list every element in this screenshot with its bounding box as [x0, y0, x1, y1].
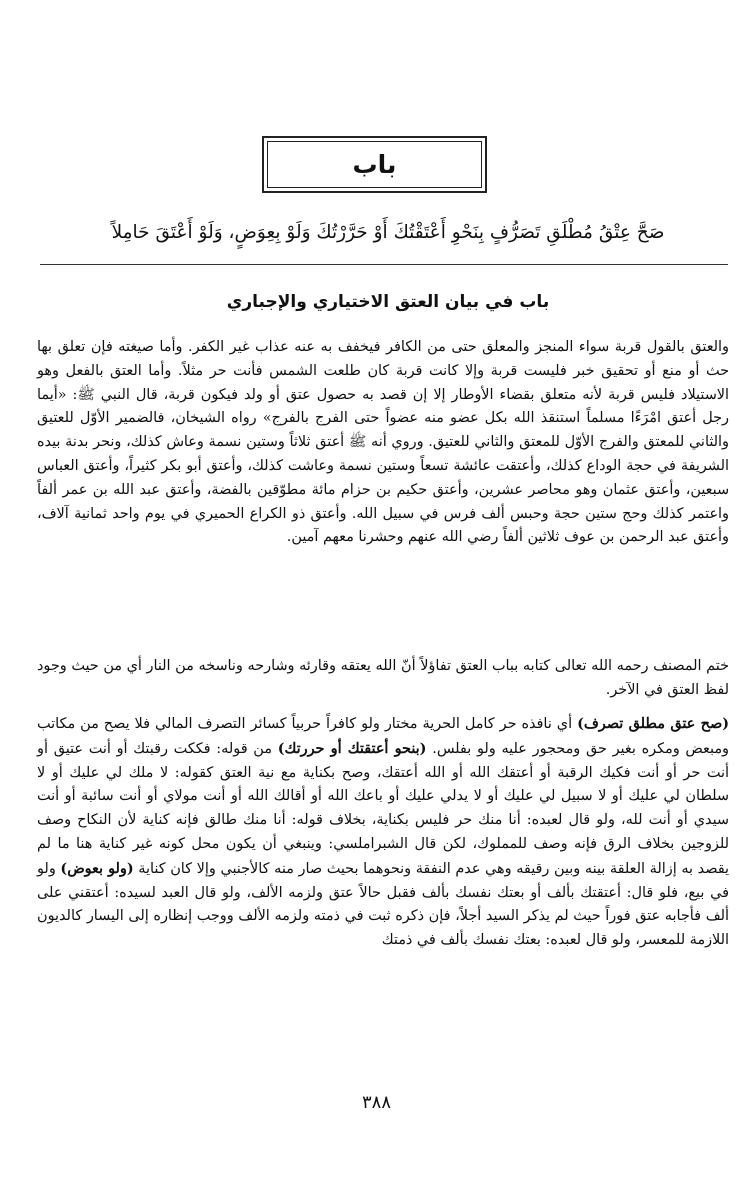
quoted-matn-phrase: (ولو بعوض) — [60, 859, 134, 877]
divider-line — [40, 264, 728, 265]
section-heading: باب في بيان العتق الاختياري والإجباري — [226, 292, 550, 312]
chapter-title-box — [262, 136, 487, 193]
quoted-matn-phrase: (بنحو أعتقتك أو حررتك) — [277, 739, 427, 757]
explanation-paragraph — [37, 712, 729, 953]
closing-note-paragraph: ختم المصنف رحمه الله تعالى كتابه بباب العتق تفاؤلاً أنّ الله يعتقه وقارئه وشارحه وناسخه من النار أي من حيث وجود لفظ العتق في الآخر. — [37, 658, 729, 698]
matn-text: صَحَّ عِتْقُ مُطْلَقِ تَصَرُّفٍ بِنَحْوِ أَعْتَقْتُكَ أَوْ حَرَّرْتُكَ وَلَوْ بِعِوَضٍ، وَلَوْ أَعْتَقَ حَامِلاً — [111, 222, 665, 243]
page-number: ٣٨٨ — [361, 1092, 391, 1113]
quoted-matn-phrase: (صح عتق مطلق تصرف) — [577, 715, 729, 732]
chapter-title: باب — [352, 150, 397, 179]
explanation-text: ولو في بيع، فلو قال: أعتقتك بألف أو بعتك نفسك بألف فقبل حالاً عتق ولزمه الألف، ولو قال العبد لسيده: أعتقني على ألف فأجابه عتق فوراً حيث لم يذكر السيد أجلاً، فإن ذكره ثبت في ذمته ولزمه الألف ووجب إنظاره إلى اليسار كالديون اللازمة للمعسر، ولو قال لعبده: بعتك نفسك بألف في ذمتك — [37, 860, 729, 949]
explanation-text: من قوله: فككت رقبتك أو أنت عتيق أو أنت حر أو أنت فكيك الرقبة أو أعتقك الله أو الله أعتقك، وصح بكناية مع نية العتق كقوله: لا ملك لي عليك أو لا سلطان لي عليك أو لا سبيل لي عليك أو لا يدلي عليك أو باعك الله أو أقالك الله أو أنت مولاي أو أنت سائبة أو أنت سيدي أو أنت لله، ولو قال لعبده: أنا منك حر فليس بكناية، بخلاف قوله: أنا منك طالق فإنه كناية لأن النكاح وصف للزوجين بخلاف الرق فإنه وصف للمملوك، لكن قال الشبراملسي: وينبغي أن يكون محل كونه غير كناية هنا ما لم يقصد به إزالة العلقة بينه وبين رقيقه وهي عدم النفقة ونحوهما بحيث صار منه كالأجنبي وإلا كان كناية — [37, 740, 729, 877]
explanation-text: أي نافذه حر كامل الحرية مختار ولو كافراً حربياً كسائر التصرف المالي فلا يصح من مكاتب ومبعض ومكره بغير حق ومحجور عليه ولو بفلس. — [37, 716, 729, 757]
commentary-paragraph: والعتق بالقول قربة سواء المنجز والمعلق حتى من الكافر فيخفف به عنه عذاب غير الكفر. وأما صيغته فإن تعلق بها حث أو منع أو تحقيق خبر فليست قربة وإلا كانت قربة كان طلعت الشمس فأنت حر مثلاً. وأما العتق بالفعل وهو الاستيلاد فليس قربة لأنه متعلق بقضاء الأوطار إلا إن قصد به حصول عتق أو ولد فيكون قربة، قال النبي ﷺ: «أيما رجل أعتق امْرَءًا مسلماً استنقذ الله بكل عضو منه عضواً حتى الفرج بالفرج» رواه الشيخان، فالضمير الأوّل للعتيق والثاني للمعتق والفرج الأوّل للمعتق والثاني للعتيق. وروي أنه ﷺ أعتق ثلاثاً وستين نسمة وعاش كذلك، ونحر بدنة بيده الشريفة في حجة الوداع كذلك، وأعتقت عائشة تسعاً وستين نسمة وعاشت كذلك، وأعتق أبو بكر كثيراً، وأعتق العباس سبعين، وأعتق عثمان وهو محاصر عشرين، وأعتق حكيم بن حزام مائة مطوّقين بالفضة، وأعتق عبد الله بن عمر ألفاً واعتمر كذلك وحج ستين حجة وحبس ألف فرس في سبيل الله. وأعتق ذو الكراع الحميري في يوم واحد ثمانية آلاف، وأعتق عبد الرحمن بن عوف ثلاثين ألفاً رضي الله عنهم وحشرنا معهم آمين. — [37, 339, 729, 546]
